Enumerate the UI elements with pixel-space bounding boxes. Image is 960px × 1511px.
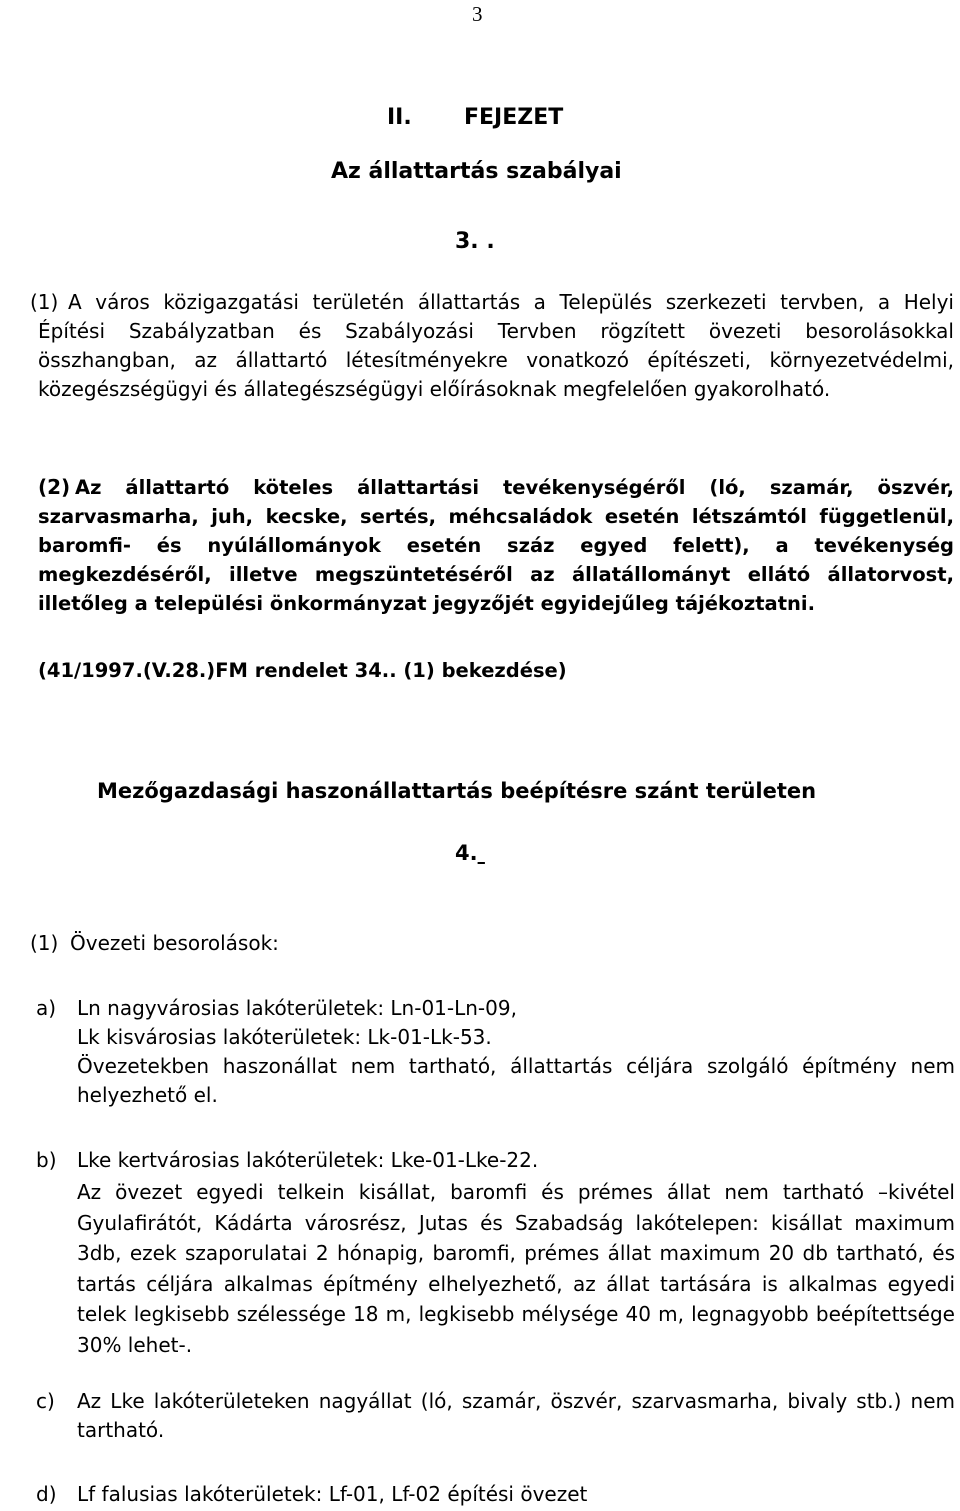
item-a-label: a) xyxy=(36,996,57,1020)
section-3-p1-label: (1) xyxy=(30,290,59,314)
item-c-label: c) xyxy=(36,1389,55,1413)
item-a-text: Övezetekben haszonállat nem tartható, állattartás céljára szolgáló építmény nem helyezhető el. xyxy=(77,1054,955,1107)
section-4-mark xyxy=(455,839,485,868)
section-4-mark-number: 4. xyxy=(455,841,478,865)
item-d-line1: Lf falusias lakóterületek: Lf-01, Lf-02 építési övezet xyxy=(77,1482,588,1506)
section-3-p1-text: A város közigazgatási területén állattartás a Település szerkezeti tervben, a Helyi Építési Szabályzatban és Szabályozási Tervben rögzített övezeti besorolásokkal összhangban, az állattartó létesítményekre vonatkozó építészeti, környezetvédelmi, közegészségügyi és állategészségügyi előírásoknak megfelelően gyakorolható. xyxy=(38,290,954,401)
item-d-label: d) xyxy=(36,1482,57,1506)
chapter-label: FEJEZET xyxy=(464,105,564,130)
page-number: 3 xyxy=(472,2,483,26)
item-a-line2: Lk kisvárosias lakóterületek: Lk-01-Lk-53. xyxy=(77,1025,492,1049)
section-3-p2-label: (2) xyxy=(38,475,71,499)
section-3-p2-text: Az állattartó köteles állattartási tevékenységéről (ló, szamár, öszvér, szarvasmarha, juh, kecske, sertés, méhcsaládok esetén létszámtól függetlenül, baromfi- és nyúlállományok esetén száz egyed felett), a tevékenység megkezdéséről, illetve megszüntetéséről az állatállományt ellátó állatorvost, illetőleg a települési önkormányzat jegyzőjét egyidejűleg tájékoztatni. xyxy=(38,476,954,615)
section-4-title: Mezőgazdasági haszonállattartás beépítésre szánt területen xyxy=(97,779,817,803)
item-b-text: Az övezet egyedi telkein kisállat, baromfi és prémes állat nem tartható –kivétel Gyulafirátót, Kádárta városrész, Jutas és Szabadság lakótelepen: kisállat maximum 3db, ezek szaporulatai 2 hónapig, baromfi, prémes állat maximum 20 db tartható, és tartás céljára alkalmas építmény elhelyezhető, az állat tartására is alkalmas egyedi telek legkisebb szélessége 18 m, legkisebb mélysége 40 m, legnagyobb beépítettsége 30% lehet-. xyxy=(77,1180,955,1357)
item-a-line1: Ln nagyvárosias lakóterületek: Ln-01-Ln-09, xyxy=(77,996,517,1020)
item-c-text: Az Lke lakóterületeken nagyállat (ló, szamár, öszvér, szarvasmarha, bivaly stb.) nem tartható. xyxy=(77,1389,955,1442)
section-4-p1-text: Övezeti besorolások: xyxy=(70,931,279,955)
chapter-title: Az állattartás szabályai xyxy=(331,159,622,184)
section-4-p1-label: (1) xyxy=(30,931,59,955)
item-b-line1: Lke kertvárosias lakóterületek: Lke-01-Lke-22. xyxy=(77,1148,539,1172)
section-3-p2-reference: (41/1997.(V.28.)FM rendelet 34.. (1) bekezdése) xyxy=(38,659,567,682)
chapter-number: II. xyxy=(387,105,412,130)
section-4-mark-symbol xyxy=(478,841,485,865)
item-b-label: b) xyxy=(36,1148,57,1172)
section-3-mark: 3. . xyxy=(455,229,495,254)
